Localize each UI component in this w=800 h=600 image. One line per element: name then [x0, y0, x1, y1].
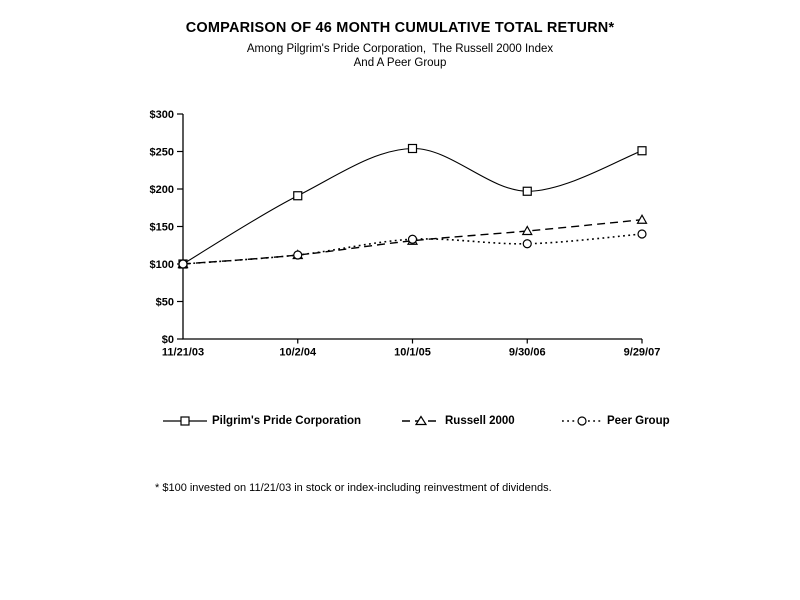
solid-line-square-marker-icon [163, 415, 207, 427]
dashed-line-triangle-marker-icon [402, 415, 440, 427]
y-axis-tick-label: $50 [155, 296, 174, 309]
legend-label-russell-2000: Russell 2000 [445, 415, 515, 427]
chart-subtitle-line2: And A Peer Group [353, 57, 447, 69]
x-axis-tick-label: 10/2/04 [279, 346, 317, 359]
y-axis-tick-label: $0 [161, 334, 174, 346]
series-line-pilgrim-s-pride-corporation [183, 148, 642, 264]
square-marker [638, 147, 646, 155]
y-axis-tick-label: $150 [149, 221, 174, 234]
legend-label-pilgrims-pride-corporation: Pilgrim's Pride Corporation [212, 415, 362, 427]
legend-item-russell-2000 [402, 415, 515, 427]
x-axis-tick-label: 9/29/07 [623, 346, 661, 359]
circle-marker [409, 235, 417, 243]
legend-item-peer-group [562, 415, 670, 427]
chart-footnote: * $100 invested on 11/21/03 in stock or index-including reinvestment of dividends. [155, 482, 552, 494]
triangle-marker [638, 215, 647, 223]
y-axis-tick-label: $200 [149, 184, 174, 196]
dotted-line-circle-marker-icon [562, 415, 602, 427]
chart-title: COMPARISON OF 46 MONTH CUMULATIVE TOTAL RETURN* [185, 20, 615, 36]
x-axis-tick-label: 9/30/06 [508, 346, 546, 359]
y-axis-tick-label: $250 [149, 146, 174, 159]
x-axis-tick-label: 11/21/03 [161, 346, 205, 359]
square-marker [409, 145, 417, 153]
triangle-marker [523, 227, 532, 235]
circle-marker [294, 251, 302, 259]
square-marker [523, 187, 531, 195]
y-axis-tick-label: $100 [149, 259, 174, 271]
y-axis-tick-label: $300 [149, 109, 174, 121]
square-marker [294, 192, 302, 200]
circle-marker [523, 240, 531, 248]
legend-item-pilgrims-pride-corporation [163, 415, 361, 427]
chart-subtitle-line1: Among Pilgrim's Pride Corporation, The Russell 2000 Index [246, 43, 554, 55]
legend-label-peer-group: Peer Group [607, 415, 670, 427]
circle-marker [638, 230, 646, 238]
x-axis-tick-label: 10/1/05 [394, 346, 431, 359]
circle-marker [179, 260, 187, 268]
